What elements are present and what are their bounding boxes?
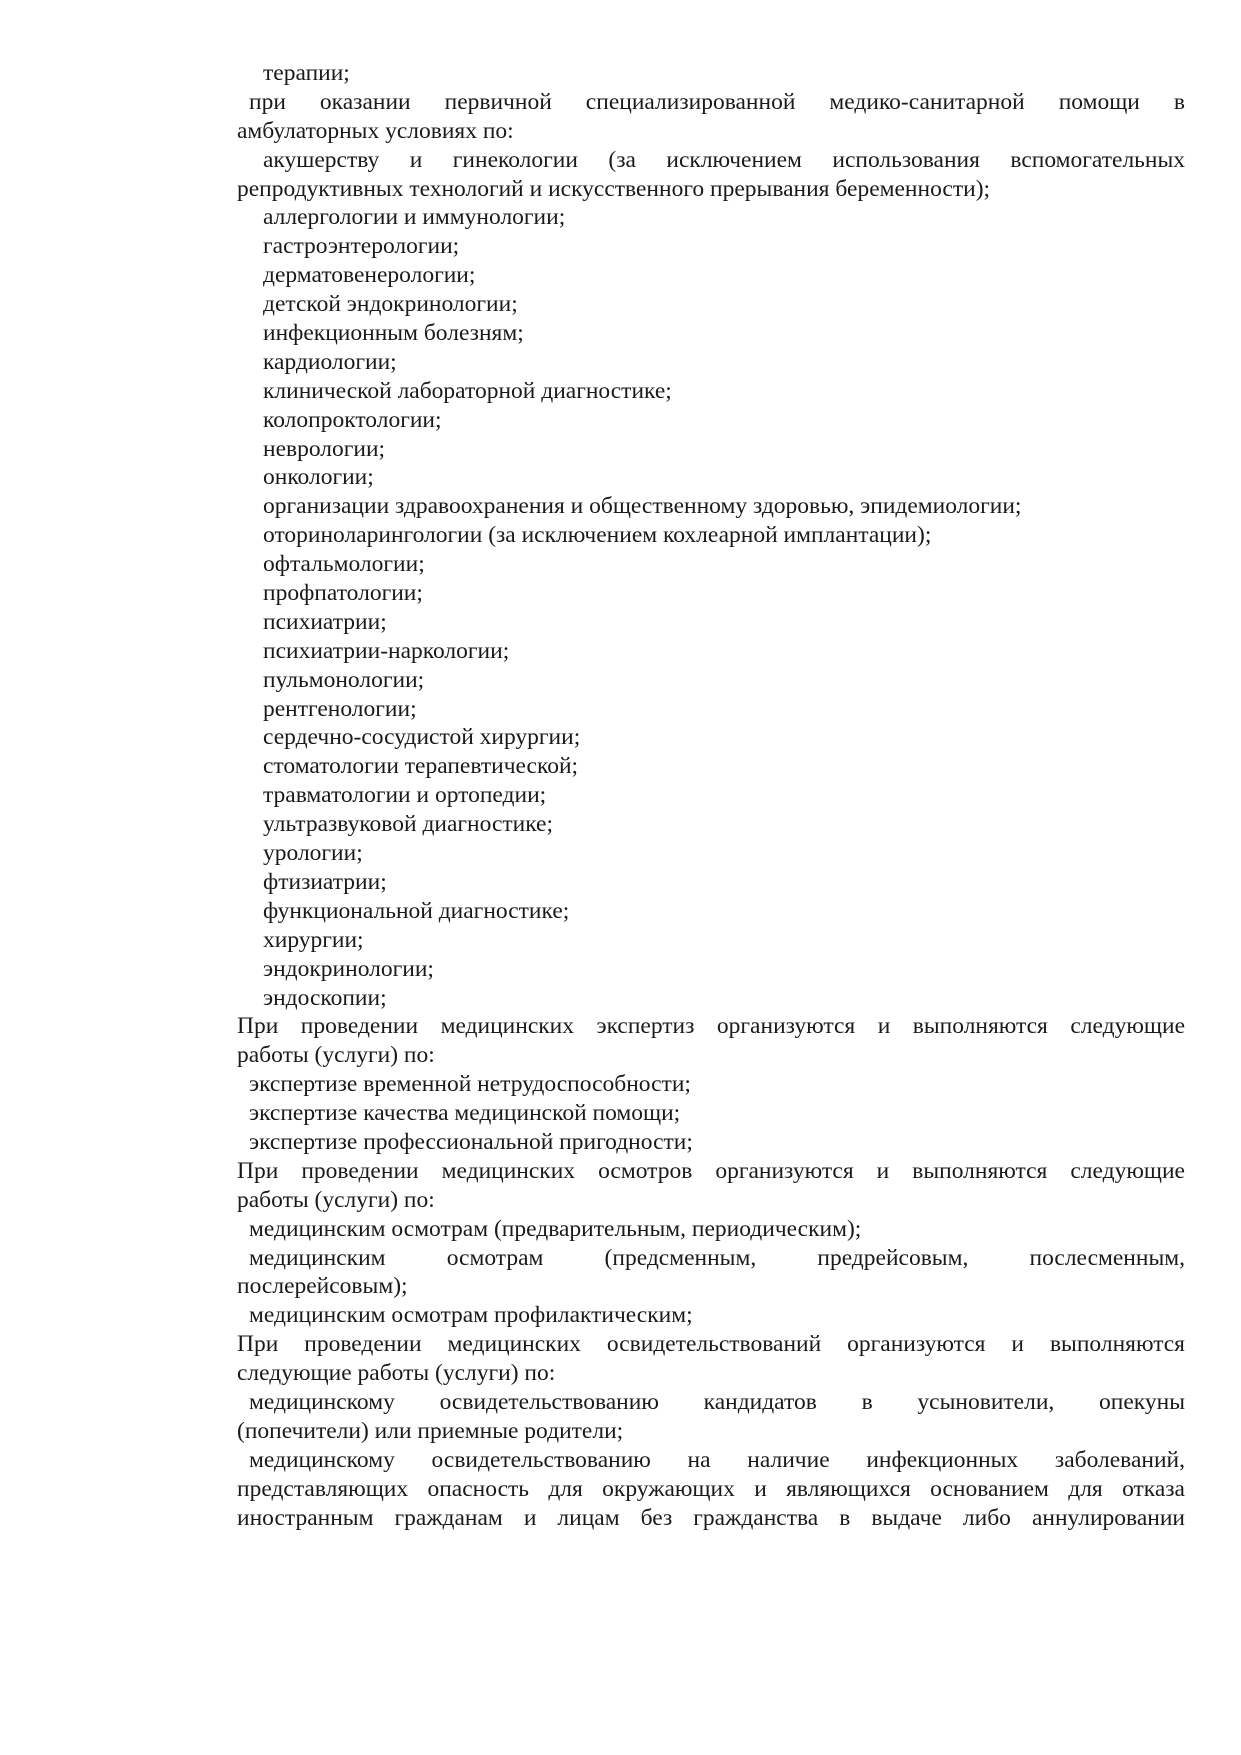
text-line: оториноларингологии (за исключением кохлеарной имплантации); [263,522,932,549]
text-line: представляющих опасность для окружающих и являющихся основанием для отказа [237,1475,1185,1502]
text-line: медицинскому освидетельствованию на наличие инфекционных заболеваний, [249,1446,1185,1473]
text-line: эндокринологии; [263,955,434,982]
text-line: психиатрии-наркологии; [263,637,510,664]
text-line: При проведении медицинских освидетельствований организуются и выполняются [237,1331,1185,1358]
text-line: колопроктологии; [263,406,442,433]
text-line: гастроэнтерологии; [263,233,460,260]
text-line: экспертизе профессиональной пригодности; [249,1128,693,1155]
text-line: экспертизе качества медицинской помощи; [249,1100,681,1127]
text-line: дерматовенерологии; [263,262,476,289]
text-line: фтизиатрии; [263,868,387,895]
text-line: амбулаторных условиях по: [237,117,514,144]
text-line: организации здравоохранения и общественному здоровью, эпидемиологии; [263,493,1022,520]
text-line: офтальмологии; [263,551,425,578]
text-line: функциональной диагностике; [263,897,570,924]
text-line: иностранным гражданам и лицам без гражданства в выдаче либо аннулировании [237,1504,1185,1531]
text-line: пульмонологии; [263,666,425,693]
text-line: работы (услуги) по: [237,1186,435,1213]
text-line: медицинским осмотрам (предварительным, периодическим); [249,1215,862,1242]
text-line: психиатрии; [263,608,387,635]
text-line: при оказании первичной специализированной медико-санитарной помощи в [249,88,1185,115]
text-line: ультразвуковой диагностике; [263,811,554,838]
text-line: послерейсовым); [237,1273,408,1300]
text-line: репродуктивных технологий и искусственного прерывания беременности); [237,175,991,202]
text-line: детской эндокринологии; [263,291,518,318]
text-line: кардиологии; [263,348,397,375]
text-line: работы (услуги) по: [237,1042,435,1069]
text-line: урологии; [263,840,363,867]
text-line: хирургии; [263,926,364,953]
text-line: профпатологии; [263,580,423,607]
text-line: следующие работы (услуги) по: [237,1360,556,1387]
text-line: акушерству и гинекологии (за исключением использования вспомогательных [263,146,1185,173]
document-page [237,59,1185,1532]
text-line: сердечно-сосудистой хирургии; [263,724,581,751]
text-line: При проведении медицинских экспертиз организуются и выполняются следующие [237,1013,1185,1040]
text-line: стоматологии терапевтической; [263,753,579,780]
text-line: эндоскопии; [263,984,387,1011]
text-line: аллергологии и иммунологии; [263,204,566,231]
text-line: (попечители) или приемные родители; [237,1417,624,1444]
text-line: онкологии; [263,464,374,491]
text-line: экспертизе временной нетрудоспособности; [249,1071,691,1098]
text-line: клинической лабораторной диагностике; [263,377,672,404]
text-line: неврологии; [263,435,386,462]
text-line: медицинским осмотрам профилактическим; [249,1302,693,1329]
text-line: медицинскому освидетельствованию кандидатов в усыновители, опекуны [249,1388,1185,1415]
text-line: терапии; [263,60,350,86]
text-line: инфекционным болезням; [263,320,524,347]
text-line: рентгенологии; [263,695,417,722]
text-line: травматологии и ортопедии; [263,782,547,809]
text-line: медицинским осмотрам (предсменным, предрейсовым, послесменным, [249,1244,1185,1271]
text-line: При проведении медицинских осмотров организуются и выполняются следующие [237,1157,1185,1184]
